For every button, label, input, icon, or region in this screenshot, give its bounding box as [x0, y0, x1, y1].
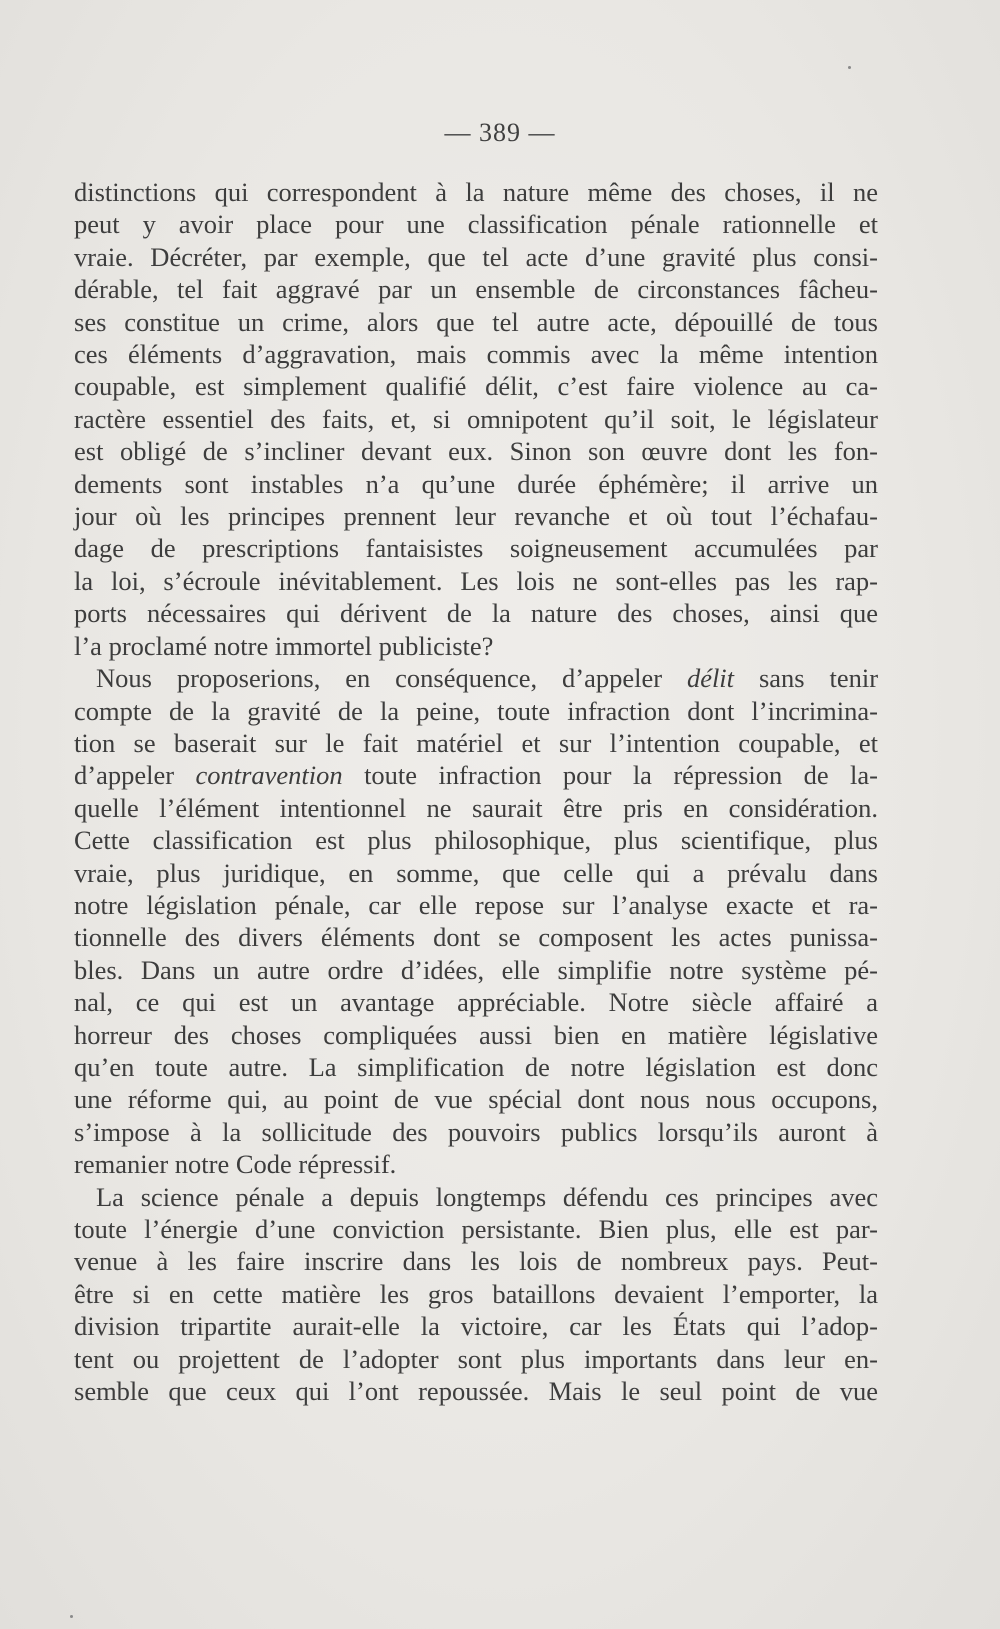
text-line: s’impose à la sollicitude des pouvoirs publics lorsqu’ils auront à [74, 1116, 878, 1147]
text-line: l’a proclamé notre immortel publiciste? [74, 630, 494, 661]
text-fragment: d’appeler [74, 760, 175, 791]
text-line: compte de la gravité de la peine, toute infraction dont l’incrimina- [74, 695, 878, 726]
paper-speck [70, 1615, 73, 1618]
text-line: ports nécessaires qui dérivent de la nature des choses, ainsi que [74, 598, 878, 629]
text-line: vraie. Décréter, par exemple, que tel acte d’une gravité plus consi- [74, 241, 878, 272]
text-line: nal, ce qui est un avantage appréciable. Notre siècle affairé a [74, 987, 878, 1018]
paragraph-2 [74, 662, 878, 1181]
text-line: est obligé de s’incliner devant eux. Sinon son œuvre dont les fon- [74, 436, 878, 467]
text-line: division tripartite aurait-elle la victoire, car les États qui l’adop- [74, 1311, 878, 1342]
text-line: tion se baserait sur le fait matériel et sur l’intention coupable, et [74, 727, 878, 758]
text-line: ractère essentiel des faits, et, si omnipotent qu’il soit, le législateur [74, 403, 878, 434]
text-line: tent ou projettent de l’adopter sont plus importants dans leur en- [74, 1343, 878, 1374]
text-line: quelle l’élément intentionnel ne saurait être pris en considération. [74, 792, 878, 823]
text-fragment: sans tenir [758, 663, 879, 694]
text-line: notre législation pénale, car elle repose sur l’analyse exacte et ra- [74, 889, 878, 920]
text-line [74, 662, 878, 694]
text-line: jour où les principes prennent leur revanche et où tout l’échafau- [74, 501, 878, 532]
text-fragment: toute infraction pour la répression de la- [364, 760, 879, 791]
text-line: venue à les faire inscrire dans les lois de nombreux pays. Peut- [74, 1246, 878, 1277]
text-line: La science pénale a depuis longtemps défendu ces principes avec [96, 1181, 878, 1212]
italic-term-contravention: contravention [195, 760, 343, 791]
paragraph-1 [74, 176, 878, 662]
text-line [74, 759, 878, 791]
text-line: dérable, tel fait aggravé par un ensemble de circonstances fâcheu- [74, 274, 878, 305]
text-line: peut y avoir place pour une classification pénale rationnelle et [74, 209, 878, 240]
italic-term-delit: délit [686, 663, 735, 694]
paper-speck [848, 66, 851, 69]
text-line: remanier notre Code répressif. [74, 1149, 397, 1180]
text-line: tionnelle des divers éléments dont se composent les actes punissa- [74, 922, 878, 953]
text-line: Cette classification est plus philosophique, plus scientifique, plus [74, 825, 878, 856]
text-line: toute l’énergie d’une conviction persistante. Bien plus, elle est par- [74, 1214, 878, 1244]
text-line: la loi, s’écroule inévitablement. Les lois ne sont-elles pas les rap- [74, 565, 878, 596]
text-line: semble que ceux qui l’ont repoussée. Mais le seul point de vue [74, 1376, 878, 1407]
paragraph-3 [74, 1181, 878, 1408]
text-line: coupable, est simplement qualifié délit, c’est faire violence au ca- [74, 371, 878, 402]
text-fragment: Nous proposerions, en conséquence, d’appeler [96, 663, 663, 694]
text-line: distinctions qui correspondent à la nature même des choses, il ne [74, 177, 878, 207]
text-line: vraie, plus juridique, en somme, que celle qui a prévalu dans [74, 857, 878, 888]
text-line: ces éléments d’aggravation, mais commis avec la même intention [74, 339, 878, 370]
text-line: horreur des choses compliquées aussi bien en matière législative [74, 1019, 878, 1050]
text-line: dements sont instables n’a qu’une durée éphémère; il arrive un [74, 468, 878, 499]
page-number: — 389 — [444, 118, 556, 147]
text-line: bles. Dans un autre ordre d’idées, elle simplifie notre système pé- [74, 954, 878, 985]
text-line: être si en cette matière les gros bataillons devaient l’emporter, la [74, 1278, 878, 1309]
body-text [74, 176, 878, 1407]
text-line: qu’en toute autre. La simplification de notre législation est donc [74, 1051, 878, 1082]
text-line: une réforme qui, au point de vue spécial dont nous nous occupons, [74, 1084, 878, 1115]
text-line: dage de prescriptions fantaisistes soigneusement accumulées par [74, 533, 878, 564]
text-line: ses constitue un crime, alors que tel autre acte, dépouillé de tous [74, 306, 878, 337]
